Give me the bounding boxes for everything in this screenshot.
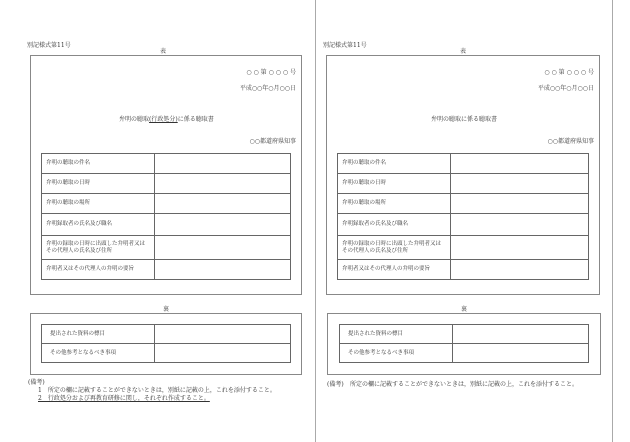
row-value[interactable] bbox=[155, 236, 291, 260]
document-date: 平成○○年○月○○日 bbox=[537, 85, 594, 92]
back-table bbox=[339, 324, 589, 363]
form-number: 別記様式第11号 bbox=[27, 42, 71, 49]
title-text: 弁明の聴取 bbox=[119, 116, 150, 123]
row-label: 弁明の録取の日時に出頭した弁明者又はその代理人の氏名及び住所 bbox=[338, 236, 451, 260]
row-value[interactable] bbox=[451, 154, 589, 174]
row-value[interactable] bbox=[155, 325, 291, 344]
row-label: 弁明の聴取の日時 bbox=[42, 174, 155, 194]
row-value[interactable] bbox=[155, 344, 291, 363]
document-date: 平成○○年○月○○日 bbox=[239, 85, 296, 92]
back-label: 裏 bbox=[461, 306, 468, 313]
title-suffix: に係る聴取書 bbox=[177, 116, 214, 123]
note-2: 2 行政処分および再教育研修に関し，それぞれ作成すること。 bbox=[38, 395, 210, 402]
row-label: その他参考となるべき事項 bbox=[42, 344, 155, 363]
row-label: 弁明の聴取の場所 bbox=[338, 194, 451, 214]
back-label: 裏 bbox=[163, 306, 170, 313]
row-label: 弁明の聴取の場所 bbox=[42, 194, 155, 214]
front-box bbox=[326, 55, 600, 295]
back-box bbox=[327, 313, 601, 375]
row-value[interactable] bbox=[155, 260, 291, 280]
title-underlined: (行政処分) bbox=[149, 116, 178, 123]
row-label: 弁明者又はその代理人の弁明の要旨 bbox=[42, 260, 155, 280]
row-value[interactable] bbox=[155, 154, 291, 174]
row-value[interactable] bbox=[155, 214, 291, 236]
row-value[interactable] bbox=[451, 174, 589, 194]
page-edge bbox=[612, 0, 613, 442]
row-label: 弁明録取者の氏名及び職名 bbox=[338, 214, 451, 236]
document-title bbox=[119, 114, 214, 123]
row-value[interactable] bbox=[155, 174, 291, 194]
row-label: 弁明の聴取の件名 bbox=[42, 154, 155, 174]
front-table bbox=[41, 153, 291, 280]
form-page-left bbox=[0, 0, 300, 442]
note-1: 所定の欄に記載することができないときは，別紙に記載の上，これを添付すること。 bbox=[350, 381, 579, 388]
row-value[interactable] bbox=[451, 194, 589, 214]
row-label: 弁明の録取の日時に出頭した弁明者又はその代理人の氏名及び住所 bbox=[42, 236, 155, 260]
notes-label: (備考) bbox=[28, 379, 45, 386]
row-label: 提出された資料の標目 bbox=[42, 325, 155, 344]
row-label: 弁明の聴取の日時 bbox=[338, 174, 451, 194]
document-number: ○ ○ 第 ○ ○ ○ 号 bbox=[544, 69, 594, 76]
row-label: 弁明録取者の氏名及び職名 bbox=[42, 214, 155, 236]
row-value[interactable] bbox=[451, 214, 589, 236]
row-value[interactable] bbox=[453, 325, 589, 344]
form-page-right bbox=[296, 0, 596, 442]
row-label: 弁明者又はその代理人の弁明の要旨 bbox=[338, 260, 451, 280]
row-label: 提出された資料の標目 bbox=[340, 325, 453, 344]
front-label: 表 bbox=[160, 48, 167, 55]
issuer: ○○都道府県知事 bbox=[249, 138, 296, 145]
document-title: 弁明の聴取に係る聴取書 bbox=[431, 116, 498, 123]
form-number: 別記様式第11号 bbox=[323, 42, 367, 49]
note-1: 1 所定の欄に記載することができないときは，別紙に記載の上，これを添付すること。 bbox=[38, 387, 276, 394]
back-box bbox=[30, 313, 302, 375]
row-value[interactable] bbox=[451, 260, 589, 280]
row-value[interactable] bbox=[155, 194, 291, 214]
front-label: 表 bbox=[460, 48, 467, 55]
front-box bbox=[30, 55, 302, 295]
row-value[interactable] bbox=[453, 344, 589, 363]
row-value[interactable] bbox=[451, 236, 589, 260]
notes-label: (備考) bbox=[327, 381, 344, 388]
front-table bbox=[337, 153, 589, 280]
row-label: その他参考となるべき事項 bbox=[340, 344, 453, 363]
document-number: ○ ○ 第 ○ ○ ○ 号 bbox=[246, 69, 296, 76]
back-table bbox=[41, 324, 291, 363]
issuer: ○○都道府県知事 bbox=[547, 138, 594, 145]
row-label: 弁明の聴取の件名 bbox=[338, 154, 451, 174]
